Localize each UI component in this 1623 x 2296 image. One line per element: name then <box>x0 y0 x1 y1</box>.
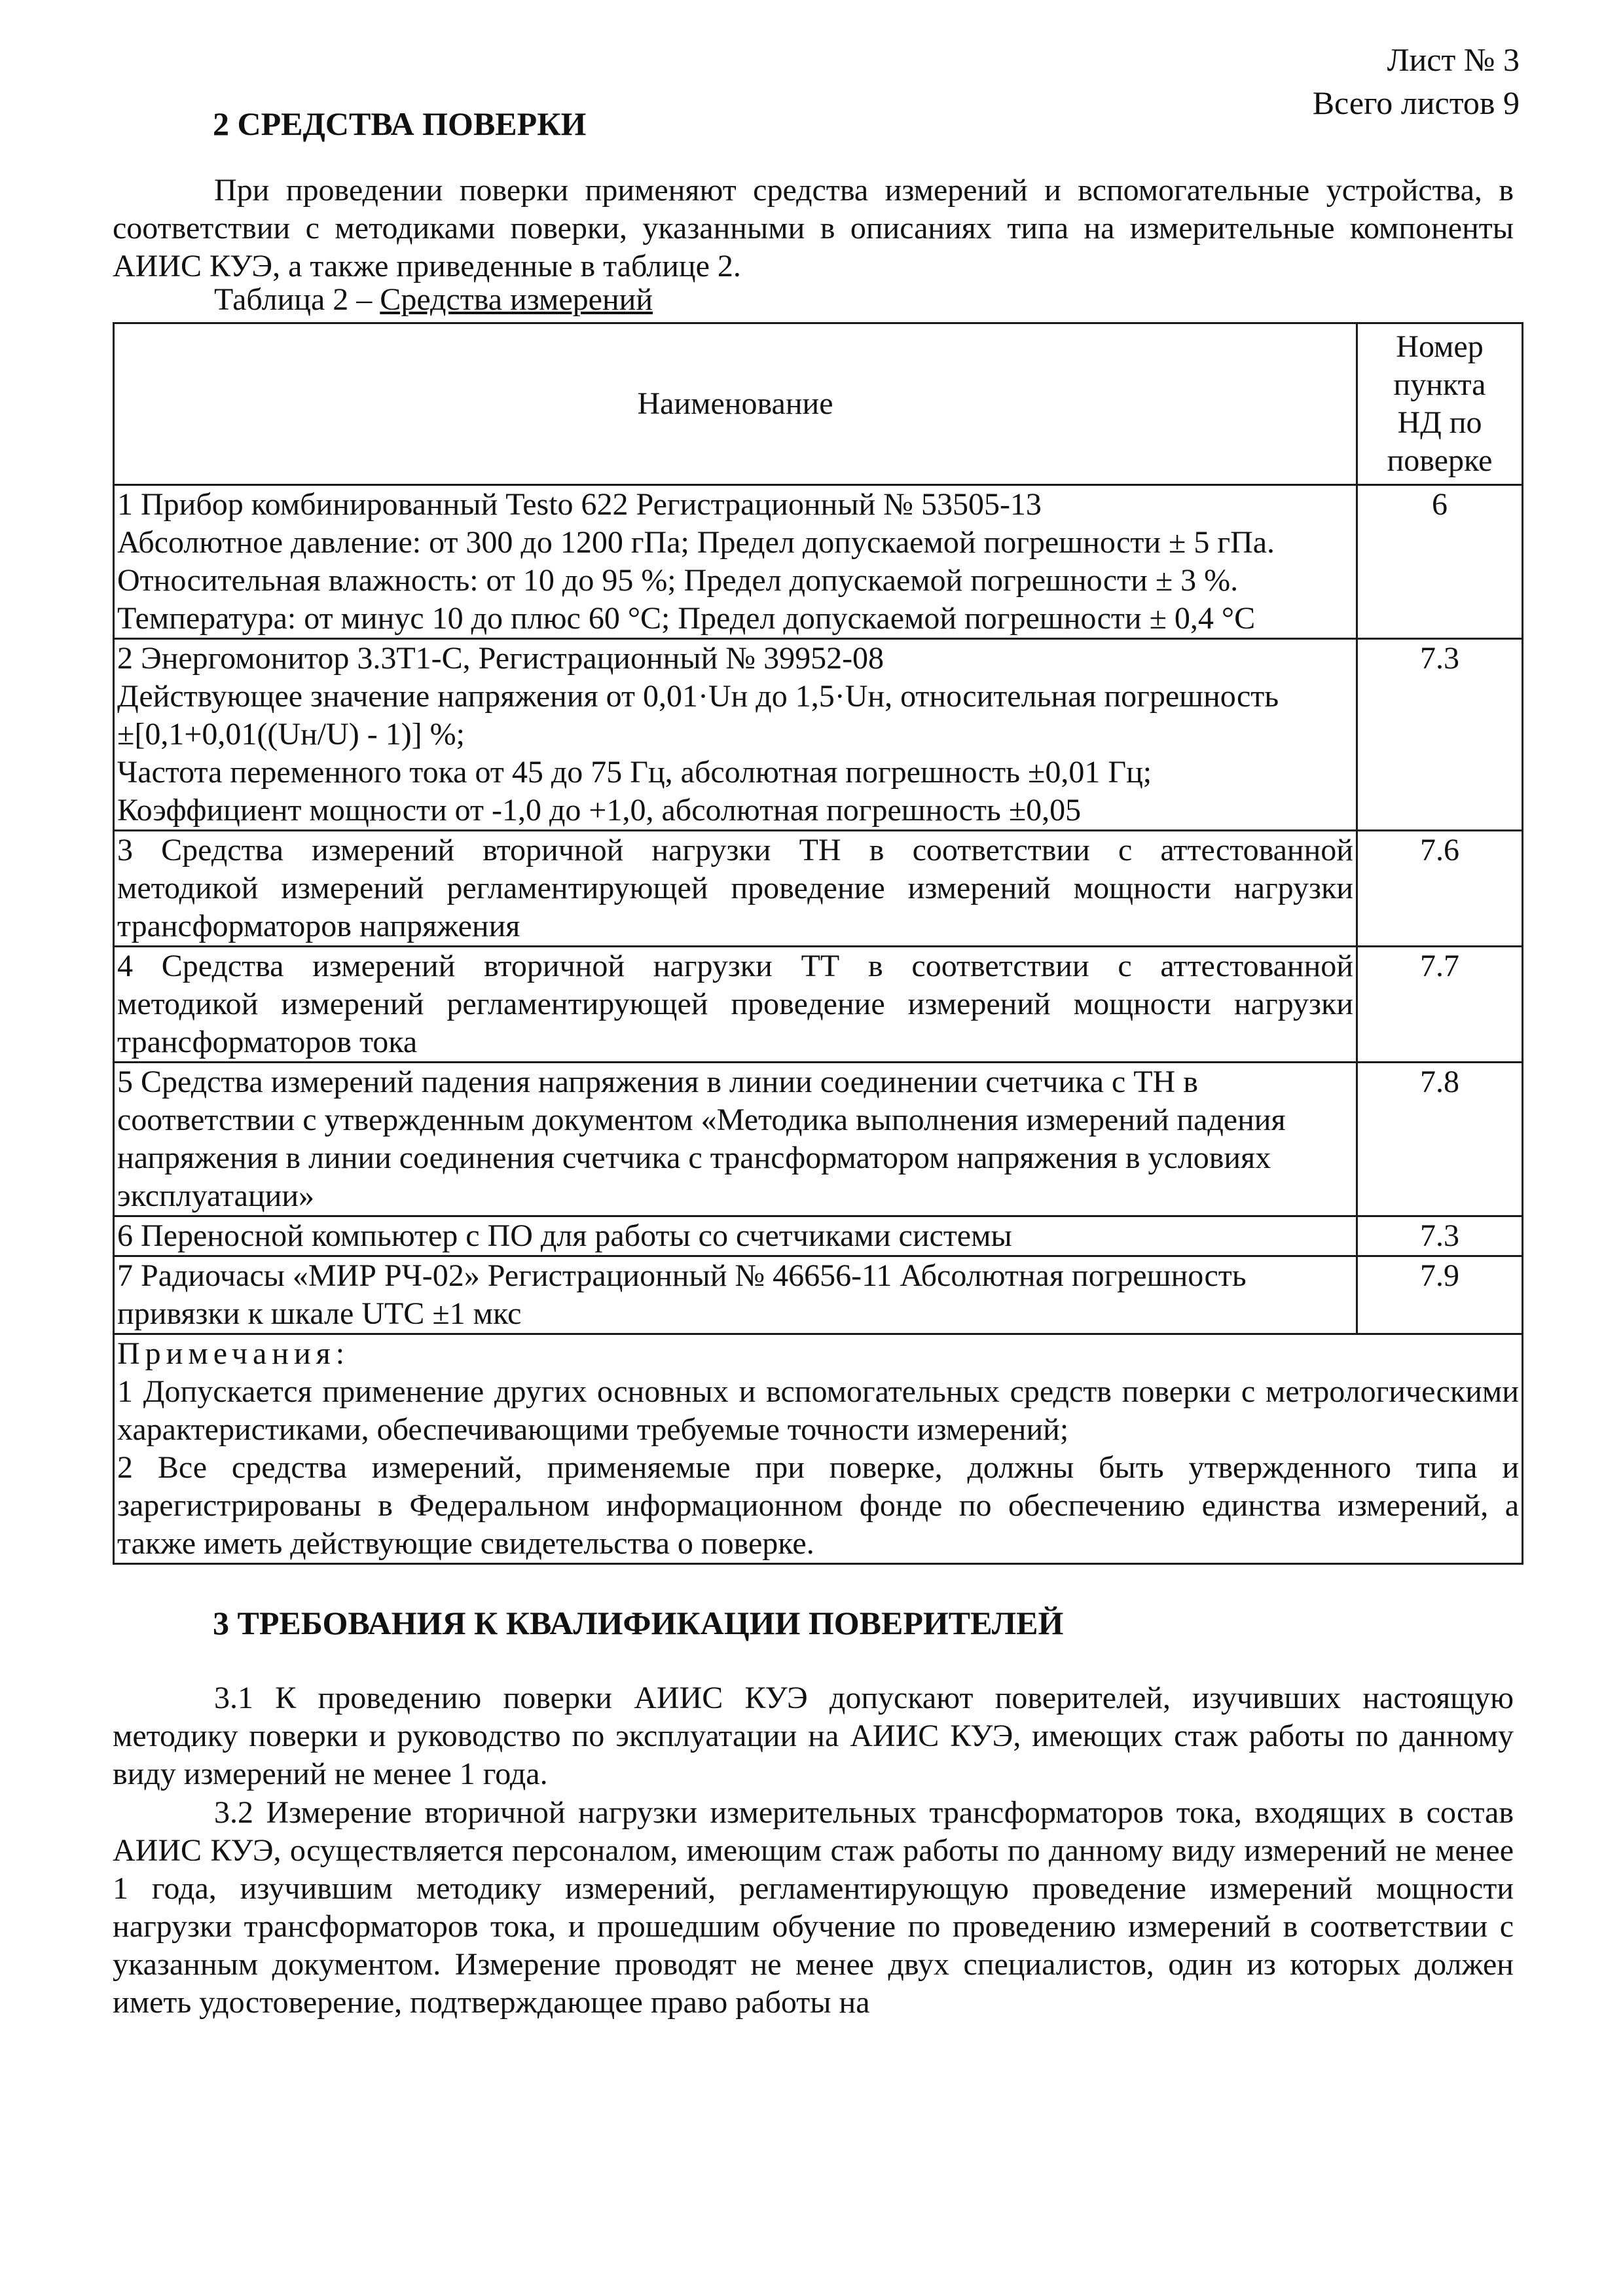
row-description <box>114 831 1357 947</box>
row-line: методикой измерений регламентирующей проведение измерений мощности нагрузки <box>117 871 1353 905</box>
row-line: 7 Радиочасы «МИР РЧ-02» Регистрационный № 46656-11 Абсолютная погрешность <box>117 1258 1247 1293</box>
row-number: 7.3 <box>1357 1216 1523 1256</box>
row-number: 7.6 <box>1357 831 1523 947</box>
row-number: 7.8 <box>1357 1063 1523 1216</box>
row-line: эксплуатации» <box>117 1178 315 1213</box>
row-line: методикой измерений регламентирующей проведение измерений мощности нагрузки <box>117 987 1353 1021</box>
row-line: 1 Прибор комбинированный Testo 622 Регистрационный № 53505-13 <box>117 487 1042 522</box>
table-row <box>114 1216 1523 1256</box>
row-description <box>114 947 1357 1063</box>
row-number: 7.7 <box>1357 947 1523 1063</box>
sheet-total: Всего листов 9 <box>1312 84 1520 121</box>
row-line: привязки к шкале UTC ±1 мкс <box>117 1296 522 1331</box>
header-number-line: Номер <box>1396 329 1484 364</box>
table-row <box>114 1256 1523 1334</box>
row-line: Относительная влажность: от 10 до 95 %; Предел допускаемой погрешности ± 3 %. <box>117 563 1239 598</box>
row-description <box>114 1216 1357 1256</box>
row-line: напряжения в линии соединения счетчика с трансформатором напряжения в условиях <box>117 1140 1271 1175</box>
row-line: соответствии с утвержденным документом «Методика выполнения измерений падения <box>117 1102 1286 1137</box>
header-number <box>1357 323 1523 485</box>
table-notes <box>114 1334 1523 1564</box>
measurement-tools-table <box>113 322 1523 1565</box>
row-line: 6 Переносной компьютер с ПО для работы со счетчиками системы <box>117 1218 1012 1253</box>
section-2-intro: При проведении поверки применяют средства измерений и вспомогательные устройства, в соответствии с методиками поверки, указанными в описаниях типа на измерительные компоненты АИИС КУЭ, а также приведенные в таблице 2. <box>113 173 1514 283</box>
table-row <box>114 639 1523 831</box>
table-caption <box>214 282 653 318</box>
sheet-info <box>1313 38 1520 124</box>
row-line: трансформаторов напряжения <box>117 909 520 943</box>
row-line: Абсолютное давление: от 300 до 1200 гПа; Предел допускаемой погрешности ± 5 гПа. <box>117 525 1275 560</box>
row-description <box>114 639 1357 831</box>
notes-row <box>114 1334 1523 1564</box>
row-number: 7.3 <box>1357 639 1523 831</box>
note-item: 2 Все средства измерений, применяемые при поверке, должны быть утвержденного типа и зарегистрированы в Федеральном информационном фонде по обеспечению единства измерений, а также иметь действующие свидетельства о поверке. <box>117 1450 1519 1561</box>
notes-title: Примечания: <box>117 1336 350 1371</box>
row-line: 5 Средства измерений падения напряжения в линии соединении счетчика с ТН в <box>117 1065 1198 1099</box>
sheet-number: Лист № 3 <box>1387 41 1520 78</box>
header-number-line: НД по <box>1397 405 1482 440</box>
row-description <box>114 1063 1357 1216</box>
section-3-paragraph-1: 3.1 К проведению поверки АИИС КУЭ допускают поверителей, изучивших настоящую методику поверки и руководство по эксплуатации на АИИС КУЭ, имеющих стаж работы по данному виду измерений не менее 1 года. <box>113 1681 1514 1791</box>
row-description <box>114 1256 1357 1334</box>
table-row <box>114 485 1523 639</box>
section-3-title: 3 ТРЕБОВАНИЯ К КВАЛИФИКАЦИИ ПОВЕРИТЕЛЕЙ <box>213 1605 1064 1641</box>
row-description <box>114 485 1357 639</box>
row-line: трансформаторов тока <box>117 1025 418 1059</box>
table-header-row <box>114 323 1523 485</box>
table-row <box>114 831 1523 947</box>
row-line: Коэффициент мощности от -1,0 до +1,0, абсолютная погрешность ±0,05 <box>117 793 1082 828</box>
section-3-paragraph-2: 3.2 Измерение вторичной нагрузки измерительных трансформаторов тока, входящих в состав АИИС КУЭ, осуществляется персоналом, имеющим стаж работы по данному виду измерений не менее 1 года, изучившим методику измерений, регламентирующую проведение измерений мощности нагрузки трансформаторов тока, и прошедшим обучение по проведению измерений в соответствии с указанным документом. Измерение проводят не менее двух специалистов, один из которых должен иметь удостоверение, подтверждающее право работы на <box>113 1795 1514 2020</box>
header-name: Наименование <box>114 323 1357 485</box>
note-item: 1 Допускается применение других основных и вспомогательных средств поверки с метрологическими характеристиками, обеспечивающими требуемые точности измерений; <box>117 1374 1519 1447</box>
row-line: Температура: от минус 10 до плюс 60 °С; Предел допускаемой погрешности ± 0,4 °С <box>117 601 1256 636</box>
section-2-title: 2 СРЕДСТВА ПОВЕРКИ <box>213 105 587 142</box>
row-line: 3 Средства измерений вторичной нагрузки ТН в соответствии с аттестованной <box>117 833 1353 867</box>
table-row <box>114 947 1523 1063</box>
table-row <box>114 1063 1523 1216</box>
row-line: ±[0,1+0,01((Uн/U) - 1)] %; <box>117 717 465 752</box>
row-line: 4 Средства измерений вторичной нагрузки ТТ в соответствии с аттестованной <box>117 949 1353 983</box>
header-number-line: пункта <box>1393 367 1486 402</box>
row-number: 7.9 <box>1357 1256 1523 1334</box>
row-line: Частота переменного тока от 45 до 75 Гц, абсолютная погрешность ±0,01 Гц; <box>117 755 1152 790</box>
row-line: 2 Энергомонитор 3.3Т1-С, Регистрационный № 39952-08 <box>117 641 884 676</box>
row-number: 6 <box>1357 485 1523 639</box>
table-caption-title: Средства измерений <box>380 282 653 317</box>
row-line: Действующее значение напряжения от 0,01·Uн до 1,5·Uн, относительная погрешность <box>117 679 1279 714</box>
header-number-line: поверке <box>1387 443 1493 478</box>
table-caption-prefix: Таблица 2 – <box>214 282 380 317</box>
